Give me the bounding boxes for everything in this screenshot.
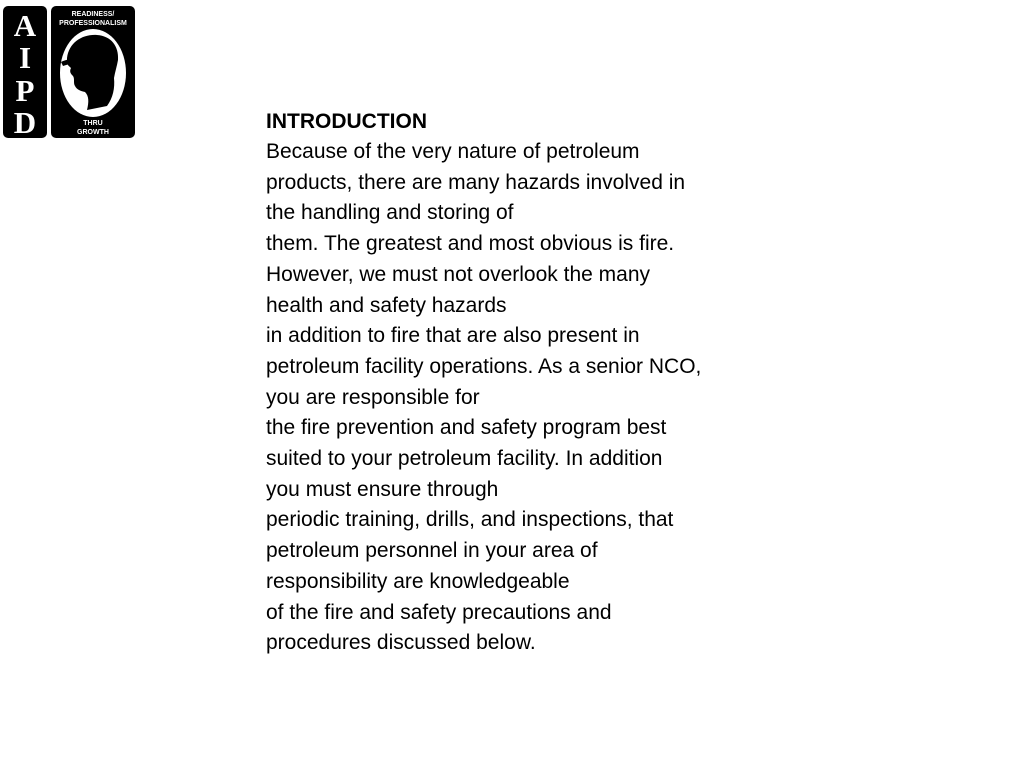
body-line: petroleum facility operations. As a senior NCO, [266, 354, 702, 378]
section-heading: INTRODUCTION [266, 110, 427, 133]
logo-letter-p: P [15, 73, 35, 108]
body-line: of the fire and safety precautions and [266, 600, 612, 624]
body-line: petroleum personnel in your area of [266, 539, 598, 563]
body-line: you are responsible for [266, 385, 480, 409]
body-line: suited to your petroleum facility. In addition [266, 447, 663, 471]
body-line: responsibility are knowledgeable [266, 569, 570, 593]
logo-bottom-text-1: THRU [83, 120, 103, 127]
body-line: them. The greatest and most obvious is fire. [266, 232, 675, 256]
body-line: periodic training, drills, and inspections, that [266, 508, 674, 532]
logo-letter-i: I [18, 40, 32, 75]
body-line: the handling and storing of [266, 201, 514, 225]
logo-top-text-2: PROFESSIONALISM [59, 20, 127, 27]
body-line: you must ensure through [266, 477, 499, 501]
body-line: the fire prevention and safety program best [266, 416, 667, 440]
body-line: products, there are many hazards involved in [266, 170, 686, 194]
aipd-logo [3, 6, 135, 138]
logo-top-text-1: READINESS/ [71, 11, 115, 18]
body-line: health and safety hazards [266, 293, 507, 317]
logo-letter-a: A [13, 8, 37, 43]
body-line: Because of the very nature of petroleum [266, 140, 640, 163]
document-body [266, 106, 766, 659]
logo-letter-d: D [13, 105, 37, 138]
body-paragraph [266, 137, 766, 659]
body-line: procedures discussed below. [266, 631, 536, 655]
logo-bottom-text-2: GROWTH [77, 129, 109, 136]
body-line: in addition to fire that are also present in [266, 324, 640, 348]
body-line: However, we must not overlook the many [266, 262, 651, 286]
